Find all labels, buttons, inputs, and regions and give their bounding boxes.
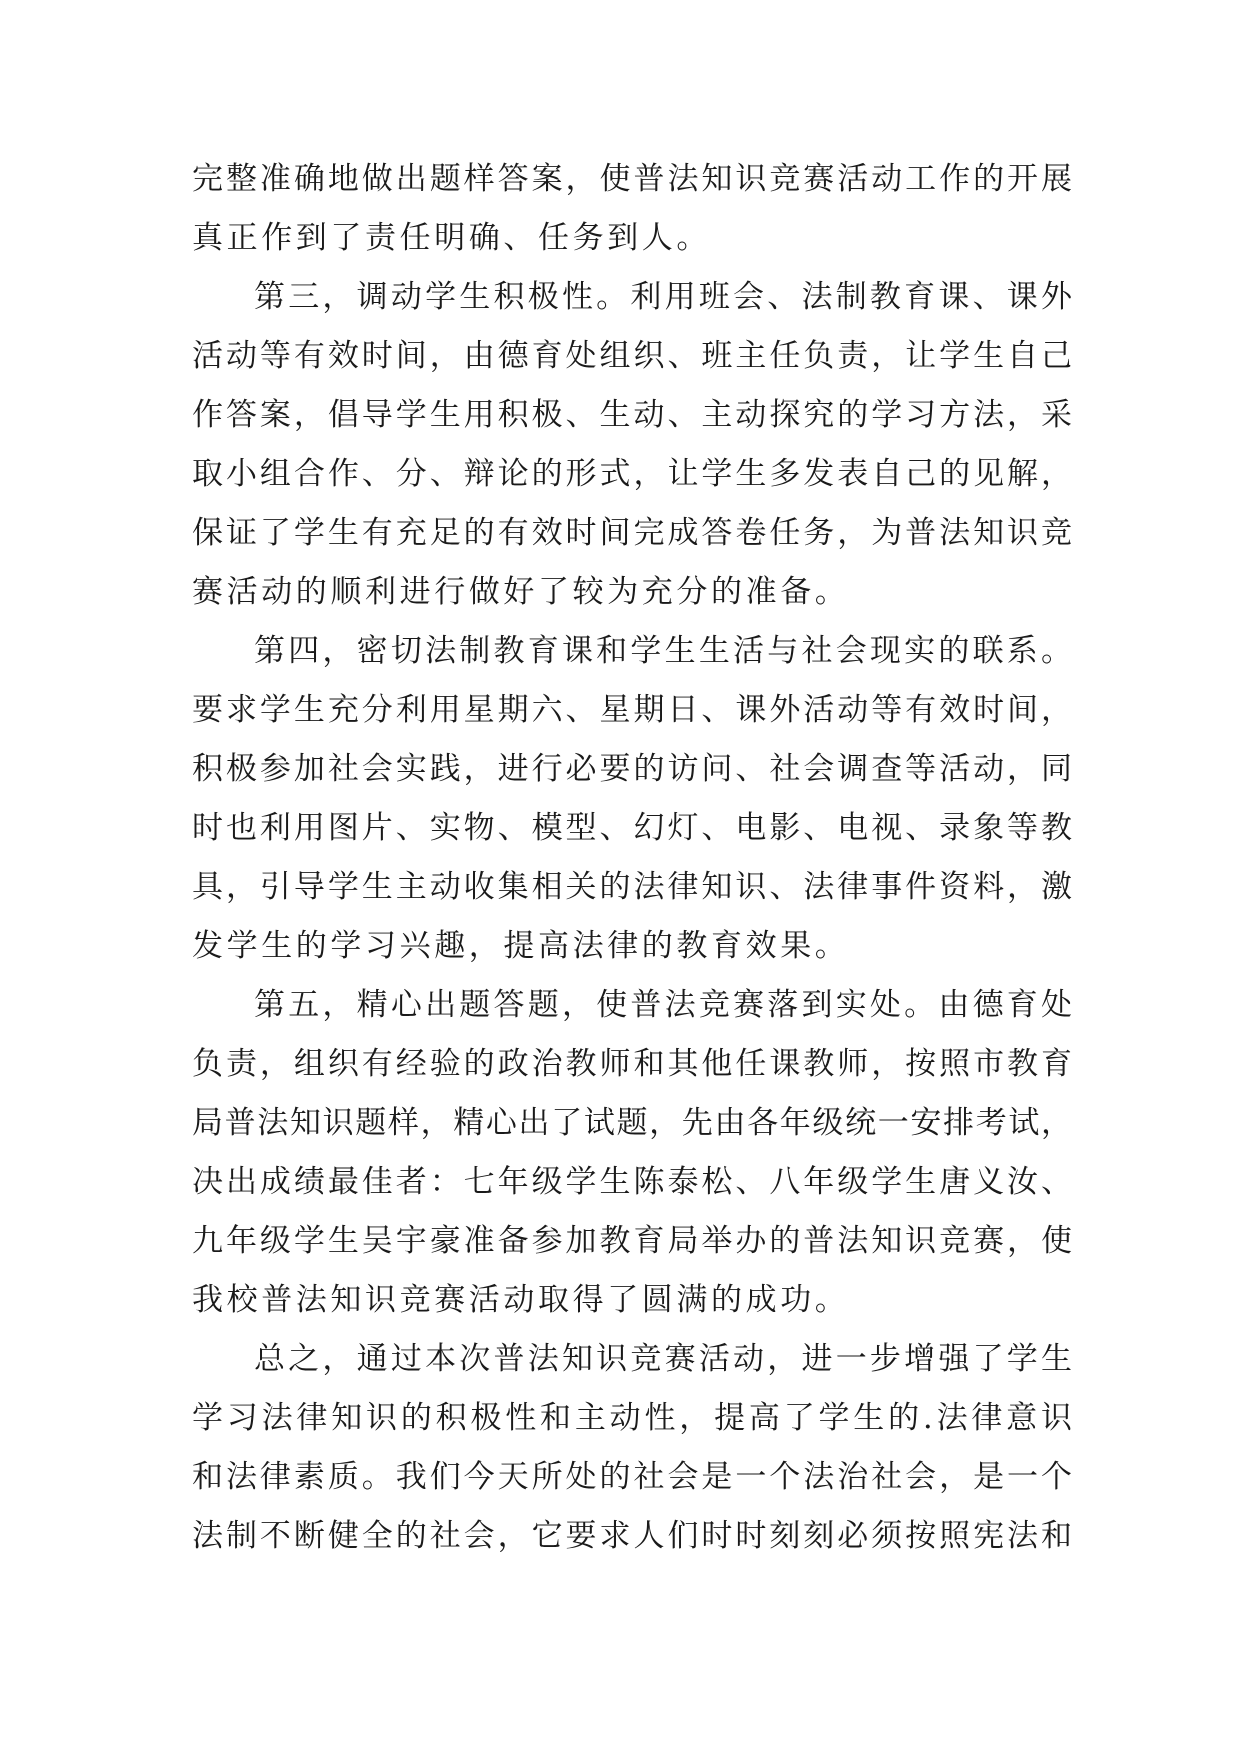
text-line: 时也利用图片、实物、模型、幻灯、电影、电视、录象等教 bbox=[192, 810, 1072, 846]
text-line: 第三，调动学生积极性。利用班会、法制教育课、课外 bbox=[254, 279, 1072, 315]
text-line: 赛活动的顺利进行做好了较为充分的准备。 bbox=[192, 574, 850, 610]
text-line: 活动等有效时间，由德育处组织、班主任负责，让学生自己 bbox=[192, 338, 1072, 374]
text-line: 完整准确地做出题样答案，使普法知识竞赛活动工作的开展 bbox=[192, 161, 1072, 197]
paragraph-fifth bbox=[192, 976, 1072, 1330]
text-line: 法制不断健全的社会，它要求人们时时刻刻必须按照宪法和 bbox=[192, 1518, 1072, 1554]
text-line: 决出成绩最佳者：七年级学生陈泰松、八年级学生唐义汝、 bbox=[192, 1164, 1072, 1200]
text-line: 取小组合作、分、辩论的形式，让学生多发表自己的见解， bbox=[192, 456, 1072, 492]
text-line: 学习法律知识的积极性和主动性，提高了学生的.法律意识 bbox=[192, 1400, 1072, 1436]
text-line: 九年级学生吴宇豪准备参加教育局举办的普法知识竞赛，使 bbox=[192, 1223, 1072, 1259]
text-line: 要求学生充分利用星期六、星期日、课外活动等有效时间， bbox=[192, 692, 1072, 728]
text-line: 总之，通过本次普法知识竞赛活动，进一步增强了学生 bbox=[254, 1341, 1072, 1377]
text-line: 我校普法知识竞赛活动取得了圆满的成功。 bbox=[192, 1282, 850, 1318]
text-line: 负责，组织有经验的政治教师和其他任课教师，按照市教育 bbox=[192, 1046, 1072, 1082]
text-line: 积极参加社会实践，进行必要的访问、社会调查等活动，同 bbox=[192, 751, 1072, 787]
text-line: 第四，密切法制教育课和学生生活与社会现实的联系。 bbox=[254, 633, 1072, 669]
text-line: 第五，精心出题答题，使普法竞赛落到实处。由德育处 bbox=[254, 987, 1072, 1023]
paragraph-summary bbox=[192, 1330, 1072, 1566]
text-line: 具，引导学生主动收集相关的法律知识、法律事件资料，激 bbox=[192, 869, 1072, 905]
text-line: 作答案，倡导学生用积极、生动、主动探究的学习方法，采 bbox=[192, 397, 1072, 433]
text-line: 发学生的学习兴趣，提高法律的教育效果。 bbox=[192, 928, 850, 964]
paragraph-continuation bbox=[192, 150, 1072, 268]
document-body bbox=[192, 150, 1072, 1566]
text-line: 真正作到了责任明确、任务到人。 bbox=[192, 220, 711, 256]
text-line: 和法律素质。我们今天所处的社会是一个法治社会，是一个 bbox=[192, 1459, 1072, 1495]
text-line: 局普法知识题样，精心出了试题，先由各年级统一安排考试， bbox=[192, 1105, 1072, 1141]
paragraph-third bbox=[192, 268, 1072, 622]
paragraph-fourth bbox=[192, 622, 1072, 976]
text-line: 保证了学生有充足的有效时间完成答卷任务，为普法知识竞 bbox=[192, 515, 1072, 551]
